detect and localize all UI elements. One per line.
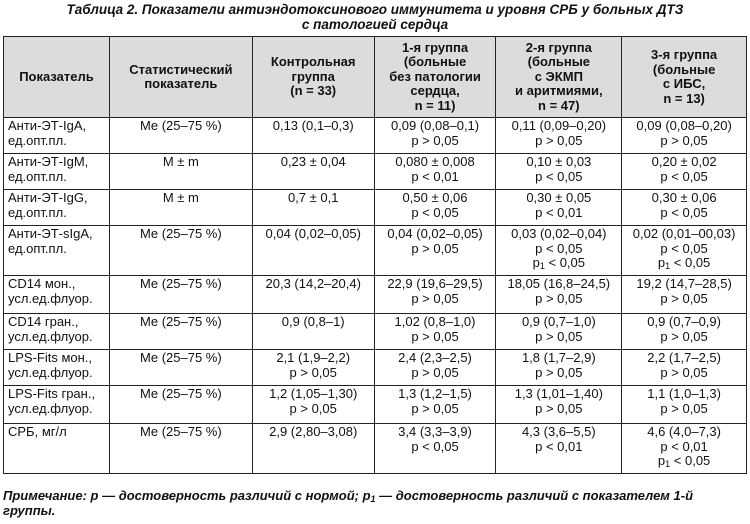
stat-cell <box>109 276 252 314</box>
header-line: n = 11) <box>414 97 456 113</box>
cell-line: p < 0,05 <box>660 204 708 220</box>
stat-cell <box>109 386 252 424</box>
cell-line: 1,02 (0,8–1,0) <box>394 314 476 329</box>
group-2-cell <box>496 226 622 276</box>
stat-cell <box>109 154 252 190</box>
indicator-cell <box>4 118 110 154</box>
cell-line: 0,23 ± 0,04 <box>280 154 346 169</box>
group-3-cell <box>622 226 747 276</box>
cell-line: p > 0,05 <box>535 400 583 416</box>
cell-line: LPS-Fits мон., <box>8 350 93 365</box>
cell-line: p > 0,05 <box>660 328 708 344</box>
group-2-cell <box>496 154 622 190</box>
header-line: 2-я группа <box>525 39 592 55</box>
cell-line: $p_1 < 0,05$ <box>532 255 585 271</box>
cell-line: ед.опт.пл. <box>8 168 67 184</box>
cell-line: 1,2 (1,05–1,30) <box>269 386 358 401</box>
column-header-5 <box>622 37 747 118</box>
cell-line: $p_1 < 0,05$ <box>657 255 711 271</box>
stat-cell <box>109 350 252 386</box>
indicator-cell <box>4 154 110 190</box>
stat-cell <box>109 226 252 276</box>
table-row <box>4 424 747 474</box>
cell-line: 3,4 (3,3–3,9) <box>398 424 472 439</box>
group-1-cell <box>374 276 496 314</box>
cell-line: усл.ед.флуор. <box>8 290 93 306</box>
cell-line: 18,05 (16,8–24,5) <box>507 276 611 291</box>
cell-line: ед.опт.пл. <box>8 240 67 256</box>
group-2-cell <box>496 424 622 474</box>
group-2-cell <box>496 350 622 386</box>
cell-line: Me (25–75 %) <box>140 350 222 365</box>
control-group-cell <box>252 226 374 276</box>
header-line: (больные <box>652 61 716 77</box>
cell-line: 0,04 (0,02–0,05) <box>387 226 483 241</box>
cell-line: 0,10 ± 0,03 <box>526 154 592 169</box>
cell-line: 4,6 (4,0–7,3) <box>647 424 721 439</box>
control-group-cell <box>252 190 374 226</box>
control-group-cell <box>252 424 374 474</box>
indicator-cell <box>4 190 110 226</box>
group-2-cell <box>496 386 622 424</box>
indicator-cell <box>4 226 110 276</box>
cell-line: p > 0,05 <box>411 400 459 416</box>
cell-line: M ± m <box>162 154 199 169</box>
table-row <box>4 314 747 350</box>
header-line: с ИБС, <box>662 76 706 91</box>
column-header-2 <box>252 37 374 118</box>
table-row <box>4 154 747 190</box>
cell-line: p > 0,05 <box>535 328 583 344</box>
header-line: Контрольная <box>270 54 356 70</box>
control-group-cell <box>252 314 374 350</box>
header-line: n = 47) <box>538 97 580 113</box>
cell-line: 4,3 (3,6–5,5) <box>521 424 596 439</box>
column-header-4 <box>496 37 622 118</box>
cell-line: Анти-ЭТ-IgG, <box>8 190 88 205</box>
header-line: без патологии <box>389 68 481 84</box>
column-header-1 <box>109 37 252 118</box>
cell-line: 0,50 ± 0,06 <box>402 190 468 205</box>
stat-cell <box>109 118 252 154</box>
cell-line: ед.опт.пл. <box>8 204 67 220</box>
group-3-cell <box>622 118 747 154</box>
caption-line-2: с патологией сердца <box>301 17 449 32</box>
cell-line: p < 0,05 <box>411 204 459 220</box>
cell-line: 2,9 (2,80–3,08) <box>269 424 358 439</box>
header-line: и аритмиями, <box>515 83 603 99</box>
cell-line: 1,3 (1,01–1,40) <box>514 386 603 401</box>
cell-line: 0,13 (0,1–0,3) <box>272 118 354 133</box>
header-line: (n = 33) <box>290 83 337 99</box>
stat-cell <box>109 314 252 350</box>
cell-line: 0,30 ± 0,06 <box>651 190 717 205</box>
cell-line: p < 0,01 <box>660 438 708 454</box>
control-group-cell <box>252 118 374 154</box>
table-row <box>4 386 747 424</box>
header-line: n = 13) <box>663 90 705 106</box>
table-row <box>4 118 747 154</box>
group-1-cell <box>374 226 496 276</box>
cell-line: 1,8 (1,7–2,9) <box>521 350 596 365</box>
cell-line: 0,9 (0,7–0,9) <box>647 314 721 329</box>
cell-line: ед.опт.пл. <box>8 132 67 148</box>
cell-line: усл.ед.флуор. <box>8 400 93 416</box>
cell-line: Анти-ЭТ-IgA, <box>8 118 87 133</box>
cell-line: усл.ед.флуор. <box>8 364 93 380</box>
cell-line: p < 0,01 <box>411 168 459 184</box>
table-note: Примечание: p — достоверность различий с нормой; $p_1$ — достоверность различий с показателем 1-й группы. <box>3 488 694 518</box>
header-line: показатель <box>144 76 218 91</box>
group-1-cell <box>374 314 496 350</box>
cell-line: CD14 мон., <box>8 276 76 291</box>
cell-line: p > 0,05 <box>289 400 337 416</box>
header-line: сердца, <box>410 83 460 99</box>
control-group-cell <box>252 350 374 386</box>
cell-line: 0,20 ± 0,02 <box>651 154 717 169</box>
cell-line: p > 0,05 <box>660 400 708 416</box>
cell-line: p > 0,05 <box>289 364 337 380</box>
cell-line: 2,4 (2,3–2,5) <box>398 350 472 365</box>
cell-line: 0,9 (0,7–1,0) <box>521 314 596 329</box>
cell-line: 22,9 (19,6–29,5) <box>387 276 483 291</box>
cell-line: p > 0,05 <box>535 290 583 306</box>
group-3-cell <box>622 190 747 226</box>
cell-line: Анти-ЭТ-IgM, <box>8 154 89 169</box>
cell-line: 19,2 (14,7–28,5) <box>636 276 732 291</box>
cell-line: 0,080 ± 0,008 <box>395 154 475 169</box>
cell-line: p > 0,05 <box>535 132 583 148</box>
table-row <box>4 350 747 386</box>
table-header-row <box>4 37 747 118</box>
cell-line: 1,1 (1,0–1,3) <box>647 386 721 401</box>
cell-line: Me (25–75 %) <box>140 118 222 133</box>
cell-line: Me (25–75 %) <box>140 314 222 329</box>
group-2-cell <box>496 118 622 154</box>
table-row <box>4 226 747 276</box>
group-3-cell <box>622 350 747 386</box>
cell-line: усл.ед.флуор. <box>8 328 93 344</box>
group-1-cell <box>374 424 496 474</box>
header-line: группа <box>291 68 335 84</box>
group-3-cell <box>622 424 747 474</box>
stat-cell <box>109 190 252 226</box>
indicator-cell <box>4 350 110 386</box>
cell-line: p > 0,05 <box>411 240 459 256</box>
cell-line: p > 0,05 <box>535 364 583 380</box>
group-2-cell <box>496 276 622 314</box>
cell-line: 2,2 (1,7–2,5) <box>647 350 721 365</box>
cell-line: Me (25–75 %) <box>140 226 222 241</box>
group-1-cell <box>374 154 496 190</box>
indicator-cell <box>4 386 110 424</box>
group-1-cell <box>374 386 496 424</box>
indicator-cell <box>4 424 110 474</box>
column-header-0 <box>4 37 110 118</box>
cell-line: p < 0,05 <box>660 240 708 256</box>
header-line: (больные <box>403 54 467 70</box>
group-3-cell <box>622 386 747 424</box>
cell-line: Me (25–75 %) <box>140 276 222 291</box>
cell-line: 0,04 (0,02–0,05) <box>265 226 361 241</box>
group-3-cell <box>622 314 747 350</box>
header-line: с ЭКМП <box>534 68 583 84</box>
cell-line: CD14 гран., <box>8 314 79 329</box>
stat-cell <box>109 424 252 474</box>
indicator-cell <box>4 276 110 314</box>
data-table <box>3 36 747 474</box>
header-line: 3-я группа <box>651 47 718 62</box>
group-2-cell <box>496 314 622 350</box>
cell-line: p > 0,05 <box>660 364 708 380</box>
indicator-cell <box>4 314 110 350</box>
cell-line: p < 0,05 <box>535 168 583 184</box>
cell-line: p > 0,05 <box>411 364 459 380</box>
cell-line: 2,1 (1,9–2,2) <box>276 350 351 365</box>
cell-line: Me (25–75 %) <box>140 386 222 401</box>
cell-line: p < 0,05 <box>411 438 459 454</box>
header-line: Показатель <box>19 68 94 84</box>
cell-line: 0,03 (0,02–0,04) <box>511 226 607 241</box>
cell-line: 0,11 (0,09–0,20) <box>511 118 607 133</box>
column-header-3 <box>374 37 496 118</box>
cell-line: p > 0,05 <box>411 290 459 306</box>
cell-line: p > 0,05 <box>660 290 708 306</box>
group-1-cell <box>374 350 496 386</box>
table-row <box>4 276 747 314</box>
group-3-cell <box>622 276 747 314</box>
table-row <box>4 190 747 226</box>
cell-line: 0,09 (0,08–0,20) <box>636 118 732 133</box>
cell-line: p < 0,05 <box>535 240 583 256</box>
cell-line: LPS-Fits гран., <box>8 386 96 401</box>
caption-line-1: Таблица 2. Показатели антиэндотоксинового иммунитета и уровня СРБ у больных ДТЗ <box>66 2 684 17</box>
control-group-cell <box>252 154 374 190</box>
cell-line: Me (25–75 %) <box>140 424 222 439</box>
cell-line: Анти-ЭТ-sIgA, <box>8 226 93 241</box>
cell-line: M ± m <box>162 190 199 205</box>
cell-line: p > 0,05 <box>411 328 459 344</box>
cell-line: 1,3 (1,2–1,5) <box>398 386 472 401</box>
header-line: 1-я группа <box>401 39 469 55</box>
cell-line: p < 0,05 <box>660 168 708 184</box>
cell-line: p < 0,01 <box>535 204 583 220</box>
cell-line: 20,3 (14,2–20,4) <box>265 276 361 291</box>
cell-line: 0,9 (0,8–1) <box>281 314 345 329</box>
group-2-cell <box>496 190 622 226</box>
cell-line: p < 0,01 <box>535 438 583 454</box>
control-group-cell <box>252 386 374 424</box>
header-line: Статистический <box>129 61 233 77</box>
cell-line: 0,02 (0,01–00,03) <box>632 226 736 241</box>
cell-line: p > 0,05 <box>411 132 459 148</box>
table-caption <box>0 2 750 34</box>
group-1-cell <box>374 190 496 226</box>
header-line: (больные <box>527 54 591 70</box>
group-3-cell <box>622 154 747 190</box>
table-body <box>4 118 747 474</box>
cell-line: p > 0,05 <box>660 132 708 148</box>
cell-line: 0,30 ± 0,05 <box>526 190 592 205</box>
cell-line: СРБ, мг/л <box>8 424 67 439</box>
cell-line: 0,09 (0,08–0,1) <box>390 118 480 133</box>
cell-line: 0,7 ± 0,1 <box>287 190 339 205</box>
cell-line: $p_1 < 0,05$ <box>657 453 711 469</box>
control-group-cell <box>252 276 374 314</box>
group-1-cell <box>374 118 496 154</box>
